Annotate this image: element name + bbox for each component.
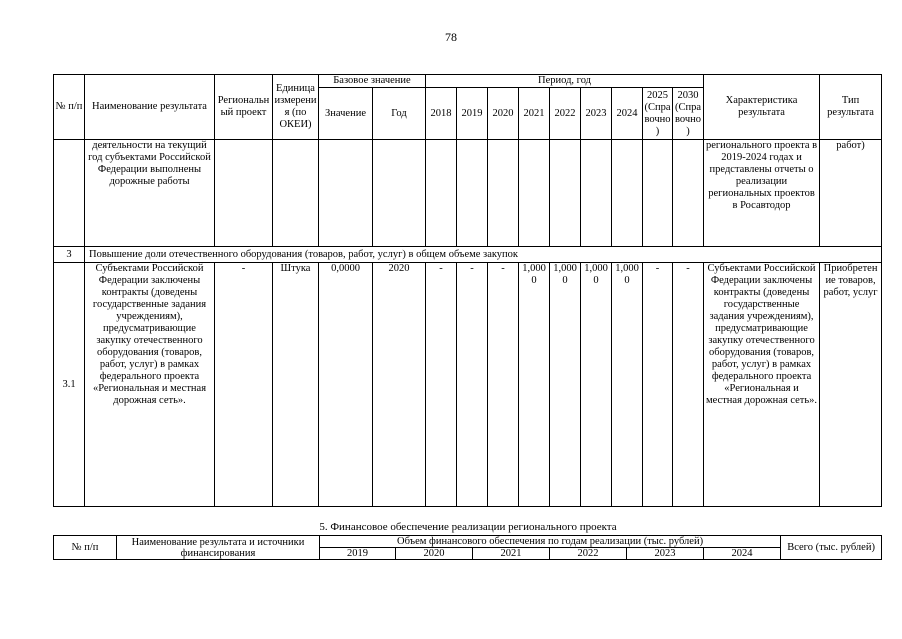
header-year-2021: 2021 [519, 88, 550, 140]
continuation-cell [373, 140, 426, 247]
section-title: Повышение доли отечественного оборудования (товаров, работ, услуг) в общем объеме закупок [85, 247, 882, 263]
row-3-1-2019: - [457, 263, 488, 507]
continuation-cell [550, 140, 581, 247]
finance-year-2019: 2019 [320, 548, 396, 560]
row-3-1-2020: - [488, 263, 519, 507]
continuation-type: работ) [820, 140, 882, 247]
continuation-cell [612, 140, 643, 247]
header-value: Значение [319, 88, 373, 140]
continuation-cell [519, 140, 550, 247]
header-name: Наименование результата [85, 75, 215, 140]
header-characteristic: Характеристика результата [704, 75, 820, 140]
finance-year-2021: 2021 [473, 548, 550, 560]
continuation-cell [426, 140, 457, 247]
finance-year-2023: 2023 [627, 548, 704, 560]
header-year-2030: 2030 (Справочно) [673, 88, 704, 140]
row-3-1-type: Приобретение товаров, работ, услуг [820, 263, 882, 507]
continuation-cell [488, 140, 519, 247]
header-year-2023: 2023 [581, 88, 612, 140]
header-year: Год [373, 88, 426, 140]
row-3-1-2021: 1,0000 [519, 263, 550, 507]
row-3-1-base-value: 0,0000 [319, 263, 373, 507]
continuation-cell [643, 140, 673, 247]
finance-section-title: 5. Финансовое обеспечение реализации регионального проекта [319, 521, 617, 533]
continuation-cell [581, 140, 612, 247]
finance-header-total: Всего (тыс. рублей) [781, 536, 882, 560]
section-row [54, 247, 882, 263]
finance-year-2022: 2022 [550, 548, 627, 560]
header-base-value: Базовое значение [319, 75, 426, 88]
header-type: Тип результата [820, 75, 882, 140]
page-number: 78 [445, 30, 457, 44]
header-year-2025: 2025 (Справочно) [643, 88, 673, 140]
table-row [54, 140, 882, 247]
finance-header-num: № п/п [54, 536, 117, 560]
row-3-1-characteristic: Субъектами Российской Федерации заключены контракты (доведены государственные задания учреждениям), предусматривающие закупку отечественного оборудования (товаров, работ, услуг) в рамках федерального проекта «Региональная и местная дорожная сеть». [704, 263, 820, 507]
header-period: Период, год [426, 75, 704, 88]
row-3-1-name: Субъектами Российской Федерации заключены контракты (доведены государственные задания учреждениям), предусматривающие закупку отечественного оборудования (товаров, работ, услуг) в рамках федерального проекта «Региональная и местная дорожная сеть». [85, 263, 215, 507]
header-year-2019: 2019 [457, 88, 488, 140]
finance-header-volume: Объем финансового обеспечения по годам реализации (тыс. рублей) [320, 536, 781, 548]
continuation-cell [457, 140, 488, 247]
row-3-1-base-year: 2020 [373, 263, 426, 507]
header-regional-project: Региональный проект [215, 75, 273, 140]
row-3-1-2023: 1,0000 [581, 263, 612, 507]
finance-year-2020: 2020 [396, 548, 473, 560]
row-3-1-num: 3.1 [54, 263, 85, 507]
row-3-1-2022: 1,0000 [550, 263, 581, 507]
row-3-1-2030: - [673, 263, 704, 507]
row-3-1-unit: Штука [273, 263, 319, 507]
continuation-cell [319, 140, 373, 247]
row-3-1-2018: - [426, 263, 457, 507]
finance-header-name: Наименование результата и источники финансирования [117, 536, 320, 560]
header-num: № п/п [54, 75, 85, 140]
continuation-cell [273, 140, 319, 247]
row-3-1-regional-project: - [215, 263, 273, 507]
finance-year-2024: 2024 [704, 548, 781, 560]
row-3-1-2024: 1,0000 [612, 263, 643, 507]
header-unit: Единица измерения (по ОКЕИ) [273, 75, 319, 140]
table-row [54, 263, 882, 507]
continuation-name: деятельности на текущий год субъектами Российской Федерации выполнены дорожные работы [85, 140, 215, 247]
continuation-cell [215, 140, 273, 247]
section-num: 3 [54, 247, 85, 263]
finance-table [53, 535, 882, 560]
results-table [53, 74, 882, 507]
continuation-cell [673, 140, 704, 247]
row-3-1-2025: - [643, 263, 673, 507]
continuation-num [54, 140, 85, 247]
header-year-2020: 2020 [488, 88, 519, 140]
header-year-2022: 2022 [550, 88, 581, 140]
continuation-characteristic: регионального проекта в 2019-2024 годах и представлены отчеты о реализации региональных проектов в Росавтодор [704, 140, 820, 247]
header-year-2018: 2018 [426, 88, 457, 140]
header-year-2024: 2024 [612, 88, 643, 140]
